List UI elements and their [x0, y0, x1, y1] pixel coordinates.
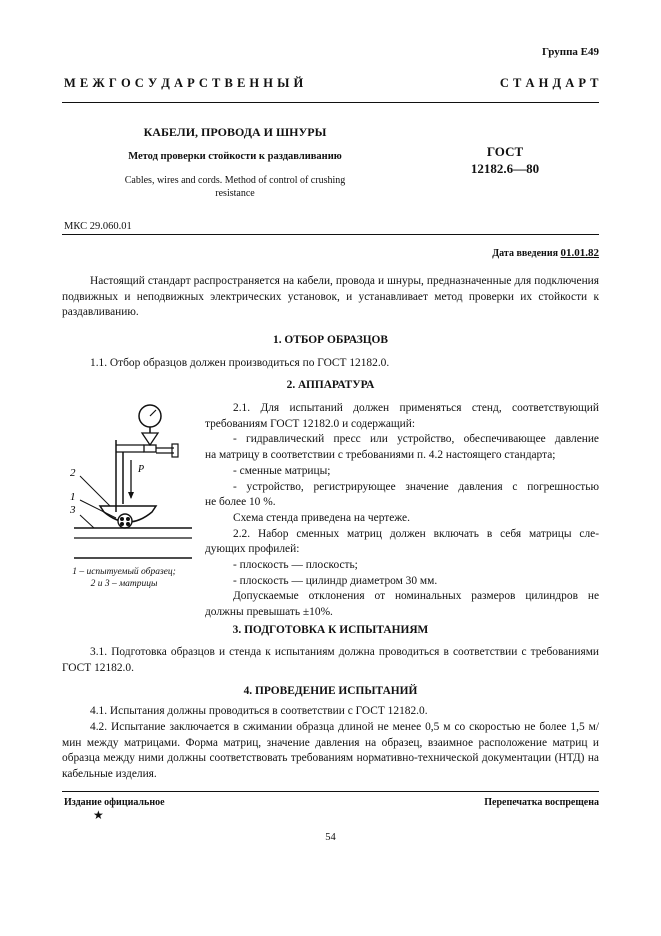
section-2-text [205, 401, 599, 621]
document-title: КАБЕЛИ, ПРОВОДА И ШНУРЫ [143, 125, 327, 139]
official-edition-note: Издание официальное [64, 797, 165, 808]
label-matrix-3: 3 [70, 504, 76, 516]
banner-word-standard: С Т А Н Д А Р Т [499, 76, 599, 90]
reprint-prohibited-note: Перепечатка воспрещена [484, 797, 599, 808]
date-value: 01.01.82 [560, 247, 599, 259]
s2-line-10: дующих профилей: [205, 543, 300, 556]
section-3-paragraph: 3.1. Подготовка образцов и стенда к испытаниям должна проводиться в соответствии с требованиями ГОСТ 12182.0. [62, 646, 599, 674]
s2-line-9: 2.2. Набор сменных матриц должен включать в себя матрицы сле- [233, 527, 599, 540]
mks-code: МКС 29.060.01 [64, 221, 132, 232]
s2-line-12: - плоскость — цилиндр диаметром 30 мм. [233, 574, 438, 587]
s2-line-8: Схема стенда приведена на чертеже. [233, 511, 410, 524]
section-4-heading: 4. ПРОВЕДЕНИЕ ИСПЫТАНИЙ [243, 685, 418, 697]
gost-designation [455, 143, 555, 177]
section-1-heading: 1. ОТБОР ОБРАЗЦОВ [273, 334, 388, 346]
mks-rule [62, 234, 599, 235]
gost-number: 12182.6—80 [470, 161, 540, 176]
s2-line-7: не более 10 %. [205, 496, 276, 509]
section-4-paragraph-1: 4.1. Испытания должны проводиться в соответствии с ГОСТ 12182.0. [90, 705, 428, 717]
top-rule [62, 102, 599, 103]
gost-label: ГОСТ [486, 144, 524, 159]
section-1-paragraph: 1.1. Отбор образцов должен производиться по ГОСТ 12182.0. [90, 357, 390, 369]
section-3-heading: 3. ПОДГОТОВКА К ИСПЫТАНИЯМ [232, 624, 429, 636]
s2-line-4: на матрицу в соответствии с требованиями п. 4.2 настоящего стандарта; [205, 449, 556, 462]
interstate-standard-banner [64, 76, 599, 91]
page-number: 54 [325, 832, 336, 843]
s2-line-2: требованиям ГОСТ 12182.0 и содержащий: [205, 417, 416, 430]
footer-rule [62, 791, 599, 792]
date-label: Дата введения [492, 248, 561, 259]
s2-line-6: - устройство, регистрирующее значение давления с погрешностью [233, 480, 599, 493]
caption-line-2: 2 и 3 – матрицы [90, 579, 158, 589]
label-matrix-2: 2 [70, 467, 76, 479]
caption-line-1: 1 – испытуемый образец; [72, 567, 176, 577]
s2-line-14: должны превышать ±10%. [205, 606, 333, 619]
label-sample-1: 1 [70, 491, 76, 503]
section-2-heading: 2. АППАРАТУРА [286, 379, 375, 391]
test-stand-figure [64, 400, 194, 566]
effective-date [492, 247, 599, 259]
s2-line-13: Допускаемые отклонения от номинальных размеров цилиндров не [233, 590, 599, 603]
force-label: P [138, 464, 145, 475]
s2-line-1: 2.1. Для испытаний должен применяться стенд, соответствующий [233, 402, 599, 414]
star-icon: ★ [93, 808, 104, 822]
english-title: Cables, wires and cords. Method of control of crushing resistance [124, 175, 346, 199]
document-subtitle: Метод проверки стойкости к раздавливанию [128, 151, 342, 162]
intro-paragraph: Настоящий стандарт распространяется на кабели, провода и шнуры, предназначенные для подключения подвижных и неподвижных электрических установок, и устанавливает метод проверки их стойкости к раздавливанию. [62, 275, 599, 319]
figure-caption [64, 566, 184, 590]
section-4-paragraph-2: 4.2. Испытание заключается в сжимании образца длиной не менее 0,5 м со скоростью не более 1,5 м/мин между матрицами. Форма матриц, значение давления на образец, взаимное расположение матриц и образца между ними должны соответствовать требованиям нормативно-технической документации (НТД) на кабельные изделия. [62, 721, 599, 781]
banner-word-interstate: М Е Ж Г О С У Д А Р С Т В Е Н Н Ы Й [64, 76, 304, 90]
s2-line-3: - гидравлический пресс или устройство, обеспечивающее давление [233, 433, 599, 446]
s2-line-5: - сменные матрицы; [233, 464, 331, 477]
s2-line-11: - плоскость — плоскость; [233, 559, 358, 572]
group-code: Группа Е49 [541, 46, 599, 58]
